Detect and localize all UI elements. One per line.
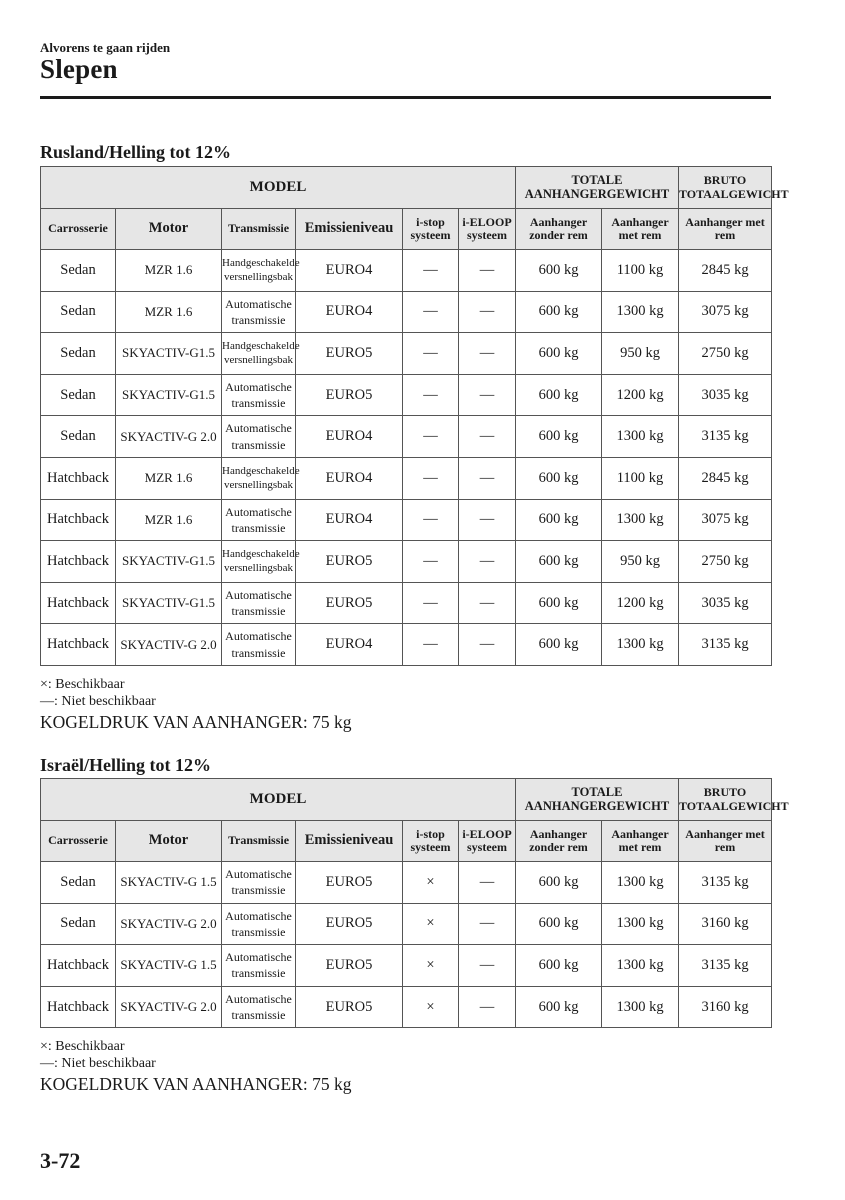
note-not-available: —: Niet beschikbaar [40,1056,156,1071]
cell-ieloop: — [459,945,516,987]
cell-transmissie: Automatische transmissie [222,291,296,333]
cell-met-rem: 1100 kg [602,250,679,292]
header-bruto-met-rem: Aanhanger met rem [679,821,772,862]
notes-israel [40,1038,156,1072]
cell-transmissie: Handgeschakelde versnellingsbak [222,457,296,499]
cell-ieloop: — [459,582,516,624]
table-row [41,862,772,904]
cell-motor: MZR 1.6 [116,457,222,499]
cell-motor: SKYACTIV-G 2.0 [116,624,222,666]
cell-met-rem: 1300 kg [602,624,679,666]
table-row [41,291,772,333]
cell-met-rem: 1300 kg [602,903,679,945]
cell-motor: MZR 1.6 [116,250,222,292]
cell-ieloop: — [459,333,516,375]
header-bruto-met-rem: Aanhanger met rem [679,209,772,250]
section-title-rusland: Rusland/Helling tot 12% [40,142,232,162]
cell-met-rem: 1300 kg [602,945,679,987]
cell-bruto: 3035 kg [679,582,772,624]
cell-zonder-rem: 600 kg [516,862,602,904]
cell-istop: — [403,624,459,666]
table-row [41,374,772,416]
header-carrosserie: Carrosserie [41,209,116,250]
cell-carrosserie: Hatchback [41,986,116,1028]
header-ieloop: i-ELOOP systeem [459,821,516,862]
cell-carrosserie: Hatchback [41,624,116,666]
cell-bruto: 3075 kg [679,499,772,541]
header-totale: TOTALE AANHANGERGEWICHT [516,167,679,209]
header-met-rem: Aanhanger met rem [602,821,679,862]
table-row [41,903,772,945]
header-model: MODEL [41,779,516,821]
cell-istop: — [403,416,459,458]
table-row [41,250,772,292]
cell-ieloop: — [459,499,516,541]
header-transmissie: Transmissie [222,821,296,862]
cell-transmissie: Automatische transmissie [222,945,296,987]
cell-transmissie: Handgeschakelde versnellingsbak [222,541,296,583]
cell-carrosserie: Hatchback [41,945,116,987]
cell-transmissie: Automatische transmissie [222,416,296,458]
cell-istop: — [403,291,459,333]
towing-table-israel [40,778,789,1028]
cell-ieloop: — [459,862,516,904]
cell-motor: SKYACTIV-G1.5 [116,582,222,624]
cell-carrosserie: Sedan [41,903,116,945]
table-row [41,541,772,583]
kogeldruk-rusland: KOGELDRUK VAN AANHANGER: 75 kg [40,712,352,732]
cell-ieloop: — [459,903,516,945]
cell-istop: — [403,499,459,541]
table-row [41,582,772,624]
header-bruto: BRUTO TOTAALGEWICHT [679,167,772,209]
cell-transmissie: Automatische transmissie [222,986,296,1028]
header-zonder-rem: Aanhanger zonder rem [516,821,602,862]
table-row [41,499,772,541]
note-not-available: —: Niet beschikbaar [40,694,156,709]
table-row [41,416,772,458]
cell-transmissie: Automatische transmissie [222,903,296,945]
cell-emissie: EURO5 [296,333,403,375]
cell-ieloop: — [459,374,516,416]
header-ieloop: i-ELOOP systeem [459,209,516,250]
cell-emissie: EURO5 [296,945,403,987]
cell-met-rem: 950 kg [602,333,679,375]
table-row [41,986,772,1028]
cell-zonder-rem: 600 kg [516,374,602,416]
cell-emissie: EURO4 [296,457,403,499]
cell-transmissie: Automatische transmissie [222,374,296,416]
cell-met-rem: 1300 kg [602,862,679,904]
cell-emissie: EURO4 [296,250,403,292]
cell-ieloop: — [459,291,516,333]
cell-carrosserie: Hatchback [41,541,116,583]
cell-istop: × [403,862,459,904]
header-model: MODEL [41,167,516,209]
cell-motor: MZR 1.6 [116,291,222,333]
cell-motor: SKYACTIV-G 1.5 [116,945,222,987]
cell-bruto: 2845 kg [679,250,772,292]
header-istop: i-stop systeem [403,821,459,862]
cell-zonder-rem: 600 kg [516,499,602,541]
cell-ieloop: — [459,250,516,292]
cell-ieloop: — [459,541,516,583]
header-motor: Motor [116,209,222,250]
table-row [41,333,772,375]
cell-istop: — [403,374,459,416]
header-istop: i-stop systeem [403,209,459,250]
cell-met-rem: 1200 kg [602,582,679,624]
cell-motor: SKYACTIV-G 2.0 [116,986,222,1028]
cell-motor: SKYACTIV-G 2.0 [116,903,222,945]
cell-met-rem: 1300 kg [602,499,679,541]
cell-emissie: EURO4 [296,416,403,458]
cell-carrosserie: Hatchback [41,499,116,541]
cell-carrosserie: Sedan [41,862,116,904]
cell-zonder-rem: 600 kg [516,582,602,624]
cell-transmissie: Automatische transmissie [222,582,296,624]
cell-emissie: EURO5 [296,903,403,945]
header-bruto: BRUTO TOTAALGEWICHT [679,779,772,821]
cell-bruto: 2750 kg [679,541,772,583]
cell-motor: MZR 1.6 [116,499,222,541]
header-totale: TOTALE AANHANGERGEWICHT [516,779,679,821]
table-row [41,457,772,499]
table-row [41,945,772,987]
cell-ieloop: — [459,624,516,666]
cell-transmissie: Automatische transmissie [222,624,296,666]
cell-zonder-rem: 600 kg [516,416,602,458]
header-emissie: Emissieniveau [296,209,403,250]
cell-bruto: 3135 kg [679,416,772,458]
cell-met-rem: 1300 kg [602,416,679,458]
cell-emissie: EURO4 [296,624,403,666]
title-rule [40,96,771,99]
cell-bruto: 3160 kg [679,986,772,1028]
cell-bruto: 3135 kg [679,862,772,904]
cell-emissie: EURO4 [296,499,403,541]
cell-ieloop: — [459,986,516,1028]
header-zonder-rem: Aanhanger zonder rem [516,209,602,250]
cell-emissie: EURO5 [296,986,403,1028]
cell-transmissie: Handgeschakelde versnellingsbak [222,250,296,292]
cell-met-rem: 1100 kg [602,457,679,499]
cell-carrosserie: Sedan [41,416,116,458]
cell-transmissie: Automatische transmissie [222,499,296,541]
cell-zonder-rem: 600 kg [516,291,602,333]
cell-bruto: 3135 kg [679,624,772,666]
cell-transmissie: Handgeschakelde versnellingsbak [222,333,296,375]
cell-motor: SKYACTIV-G1.5 [116,374,222,416]
cell-carrosserie: Sedan [41,333,116,375]
cell-zonder-rem: 600 kg [516,457,602,499]
cell-emissie: EURO5 [296,374,403,416]
cell-emissie: EURO5 [296,541,403,583]
page-number: 3-72 [40,1148,81,1173]
cell-zonder-rem: 600 kg [516,986,602,1028]
table-row [41,624,772,666]
cell-bruto: 3160 kg [679,903,772,945]
cell-carrosserie: Sedan [41,291,116,333]
header-transmissie: Transmissie [222,209,296,250]
cell-bruto: 2750 kg [679,333,772,375]
cell-bruto: 2845 kg [679,457,772,499]
cell-carrosserie: Sedan [41,374,116,416]
cell-istop: — [403,333,459,375]
header-emissie: Emissieniveau [296,821,403,862]
cell-ieloop: — [459,416,516,458]
note-available: ×: Beschikbaar [40,1039,125,1054]
note-available: ×: Beschikbaar [40,677,125,692]
cell-istop: — [403,250,459,292]
cell-istop: × [403,903,459,945]
cell-zonder-rem: 600 kg [516,333,602,375]
kogeldruk-israel: KOGELDRUK VAN AANHANGER: 75 kg [40,1074,352,1094]
cell-met-rem: 1300 kg [602,291,679,333]
cell-zonder-rem: 600 kg [516,903,602,945]
cell-istop: — [403,457,459,499]
cell-carrosserie: Sedan [41,250,116,292]
towing-table-rusland [40,166,789,666]
cell-emissie: EURO5 [296,582,403,624]
cell-met-rem: 950 kg [602,541,679,583]
cell-carrosserie: Hatchback [41,582,116,624]
cell-ieloop: — [459,457,516,499]
cell-bruto: 3075 kg [679,291,772,333]
chapter-label: Alvorens te gaan rijden [40,40,171,55]
cell-istop: × [403,986,459,1028]
cell-motor: SKYACTIV-G 1.5 [116,862,222,904]
cell-zonder-rem: 600 kg [516,624,602,666]
cell-met-rem: 1300 kg [602,986,679,1028]
cell-bruto: 3035 kg [679,374,772,416]
cell-zonder-rem: 600 kg [516,945,602,987]
header-carrosserie: Carrosserie [41,821,116,862]
page-title: Slepen [40,54,118,84]
cell-zonder-rem: 600 kg [516,250,602,292]
cell-istop: — [403,541,459,583]
section-title-israel: Israël/Helling tot 12% [40,755,211,775]
cell-met-rem: 1200 kg [602,374,679,416]
cell-emissie: EURO5 [296,862,403,904]
header-motor: Motor [116,821,222,862]
cell-emissie: EURO4 [296,291,403,333]
cell-motor: SKYACTIV-G 2.0 [116,416,222,458]
cell-motor: SKYACTIV-G1.5 [116,541,222,583]
cell-zonder-rem: 600 kg [516,541,602,583]
cell-istop: — [403,582,459,624]
cell-bruto: 3135 kg [679,945,772,987]
header-met-rem: Aanhanger met rem [602,209,679,250]
cell-transmissie: Automatische transmissie [222,862,296,904]
notes-rusland [40,676,156,710]
cell-motor: SKYACTIV-G1.5 [116,333,222,375]
cell-carrosserie: Hatchback [41,457,116,499]
cell-istop: × [403,945,459,987]
